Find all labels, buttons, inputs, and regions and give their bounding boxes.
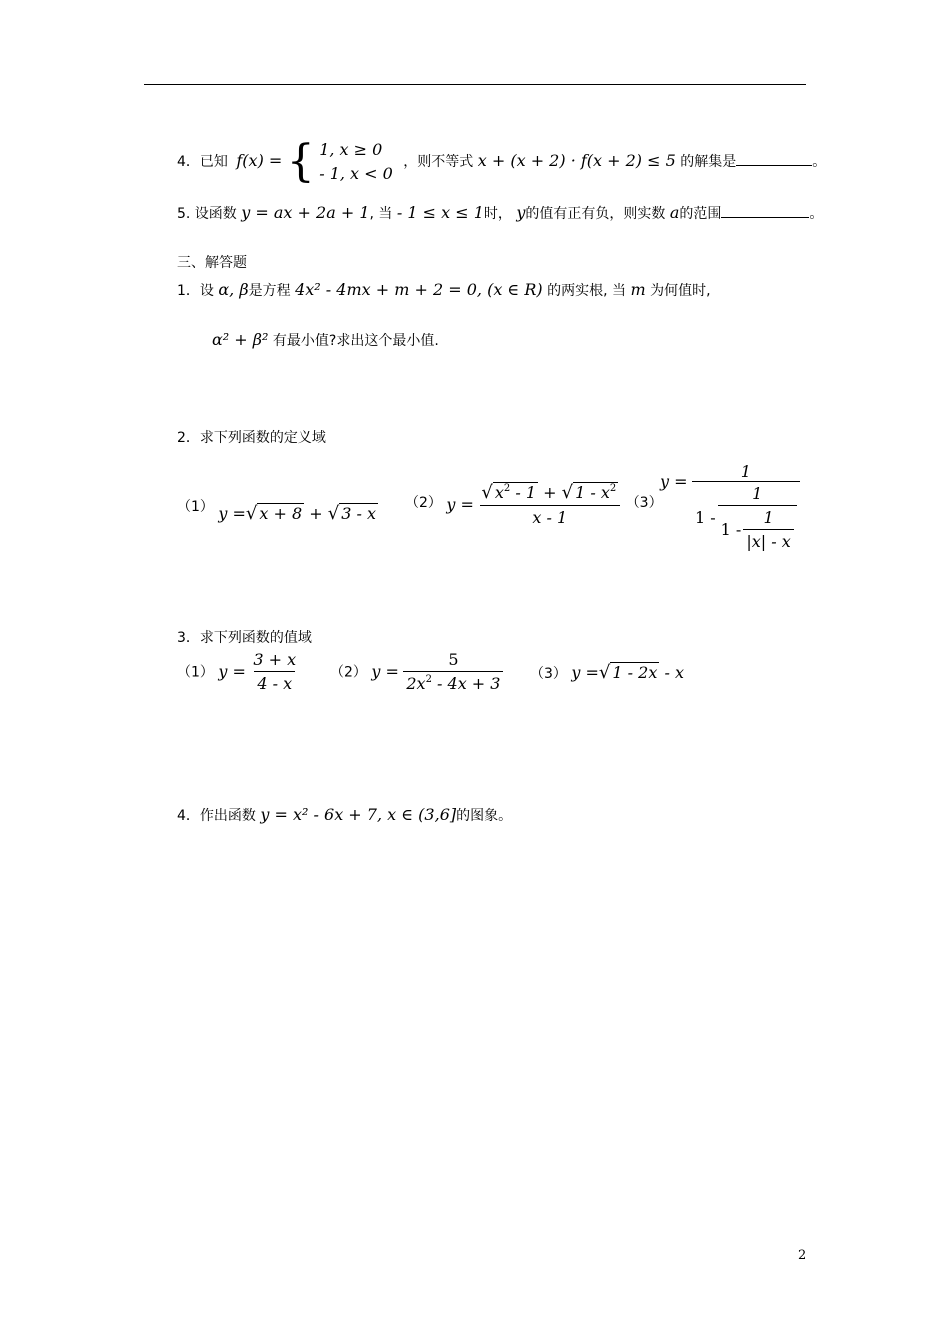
part-label: （3） xyxy=(530,666,567,682)
q4-tail: 的解集是 xyxy=(680,154,737,170)
q2-part-3 xyxy=(660,462,800,551)
part-label: （1） xyxy=(177,499,214,515)
part-label: （3） xyxy=(625,495,663,511)
q5-a: a xyxy=(669,203,680,222)
q1-t3: 为何值时, xyxy=(650,283,711,299)
piecewise-brace: { xyxy=(286,136,315,187)
domain-function-2: y = xyxy=(446,495,474,514)
q5-c1: , 当 xyxy=(369,206,393,222)
q2-part-1 xyxy=(177,495,378,524)
range-function-3: y =√ 1 - 2x - x xyxy=(571,662,684,683)
q5-y: y xyxy=(516,203,526,222)
q4-function: f(x) = xyxy=(236,151,283,170)
q5-c3: 的值有正有负，则实数 xyxy=(525,206,666,222)
q4-label: 4．作出函数 xyxy=(177,808,256,824)
question-1-line-1 xyxy=(177,280,711,300)
q4-end: 。 xyxy=(812,154,827,170)
domain-function-3: y = xyxy=(660,472,688,491)
part-label: （1） xyxy=(177,664,214,681)
domain-function-1: y =√ x + 8 + √ 3 - x xyxy=(218,503,377,524)
q1-t4: 有最小值?求出这个最小值. xyxy=(272,333,439,349)
q1-t1: 是方程 xyxy=(248,283,291,299)
answer-blank[interactable] xyxy=(736,153,812,166)
answer-blank[interactable] xyxy=(721,205,809,218)
fill-question-4 xyxy=(177,138,826,186)
q1-label: 1．设 xyxy=(177,283,214,299)
q4-mid: ，则不等式 xyxy=(403,154,474,170)
page-number: 2 xyxy=(798,1248,807,1263)
q5-function: y = ax + 2a + 1 xyxy=(241,203,370,222)
case-2: - 1, x < 0 xyxy=(319,164,393,183)
q3-part-2: （2） y = $\frac{5}{2x^2 - 4x + 3}$ xyxy=(330,650,503,693)
q2-part-2 xyxy=(405,482,663,527)
q1-expression: α² + β² xyxy=(212,330,269,349)
header-rule xyxy=(144,84,806,85)
part-label: （2） xyxy=(330,664,367,681)
q1-t2: 的两实根, 当 xyxy=(547,283,626,299)
q4-inequality: x + (x + 2) · f(x + 2) ≤ 5 xyxy=(477,151,676,170)
q1-equation: 4x² - 4mx + m + 2 = 0, (x ∈ R) xyxy=(295,280,543,299)
q5-condition: - 1 ≤ x ≤ 1 xyxy=(396,203,484,222)
q3-part-3 xyxy=(530,662,684,683)
q4-function: y = x² - 6x + 7, x ∈ (3,6] xyxy=(260,805,457,824)
q5-c4: 的范围 xyxy=(679,206,722,222)
question-2-title: 2．求下列函数的定义域 xyxy=(177,430,326,446)
fill-question-5 xyxy=(177,203,823,223)
q1-vars: α, β xyxy=(218,280,249,299)
piecewise-cases xyxy=(319,138,393,186)
q5-c2: 时， xyxy=(483,206,512,222)
q5-label: 5. 设函数 xyxy=(177,206,237,222)
range-fraction-1: $\frac{3 + x}{4 - x}$ xyxy=(253,650,297,693)
continued-fraction: 1 1 - 1 1 - $\frac{1}{|x| - x}$ xyxy=(692,462,800,551)
q5-end: 。 xyxy=(809,206,824,222)
range-fraction-2: $\frac{5}{2x^2 - 4x + 3}$ xyxy=(403,650,503,693)
part-label: （2） xyxy=(405,495,442,511)
case-1: 1, x ≥ 0 xyxy=(319,140,383,159)
domain-fraction-2: $\frac{√ x^2 - 1 + √ 1 - x^2}{x - 1}$ xyxy=(478,482,621,527)
q1-m: m xyxy=(630,280,646,299)
question-3-title: 3．求下列函数的值域 xyxy=(177,630,312,646)
q3-part-1: （1） y = $\frac{3 + x}{4 - x}$ xyxy=(177,650,299,693)
q4-label: 4．已知 xyxy=(177,154,228,170)
question-4 xyxy=(177,805,512,825)
q4-tail: 的图象。 xyxy=(456,808,513,824)
question-1-line-2 xyxy=(212,330,439,350)
section-title: 三、解答题 xyxy=(177,255,247,271)
